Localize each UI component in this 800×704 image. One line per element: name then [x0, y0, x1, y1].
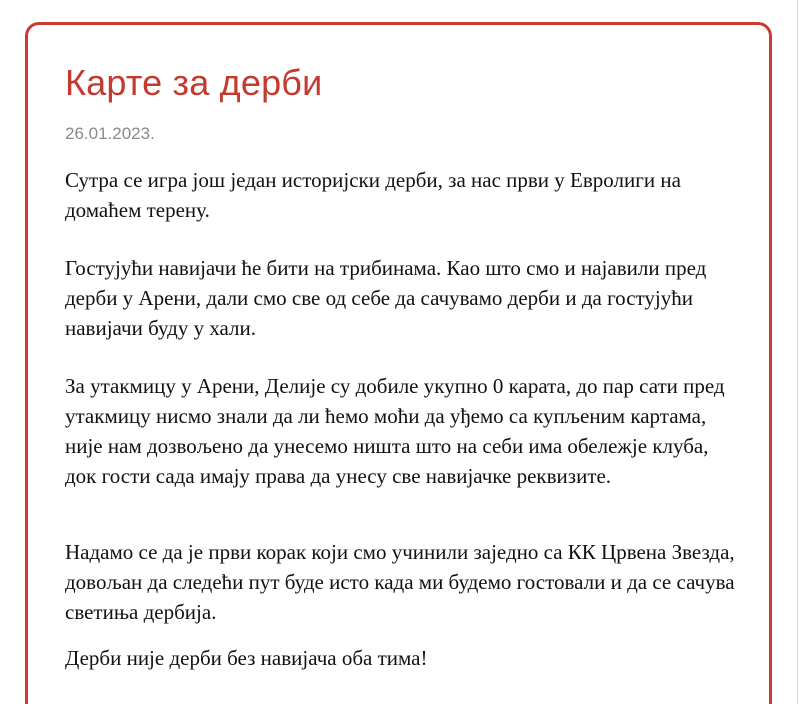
article-paragraph: Дерби није дерби без навијача оба тима! [65, 646, 428, 670]
article-paragraph: Гостујући навијачи ће бити на трибинама. Као што смо и најавили пред дерби у Арени, дали смо све од себе да сачувамо дерби и да гостујући навијачи буду у хали. [65, 256, 707, 340]
window-edge-divider [797, 0, 798, 704]
article-paragraph: Надамо се да је први корак који смо учинили заједно са КК Црвена Звезда, довољан да следећи пут буде исто када ми будемо гостовали и да се сачува светиња дербија. [65, 540, 735, 624]
article-paragraph: Сутра се игра још један историјски дерби, за нас први у Евролиги на домаћем терену. [65, 168, 681, 222]
article-title: Карте за дерби [65, 62, 323, 103]
article-paragraph: За утакмицу у Арени, Делије су добиле укупно 0 карата, до пар сати пред утакмицу нисмо знали да ли ћемо моћи да уђемо са купљеним картама, није нам дозвољено да унесемо ништа што на себи има обележје клуба, док гости сада имају права да унесу све навијачке реквизите. [65, 374, 725, 488]
article-date: 26.01.2023. [65, 124, 155, 143]
article-card [25, 22, 772, 704]
